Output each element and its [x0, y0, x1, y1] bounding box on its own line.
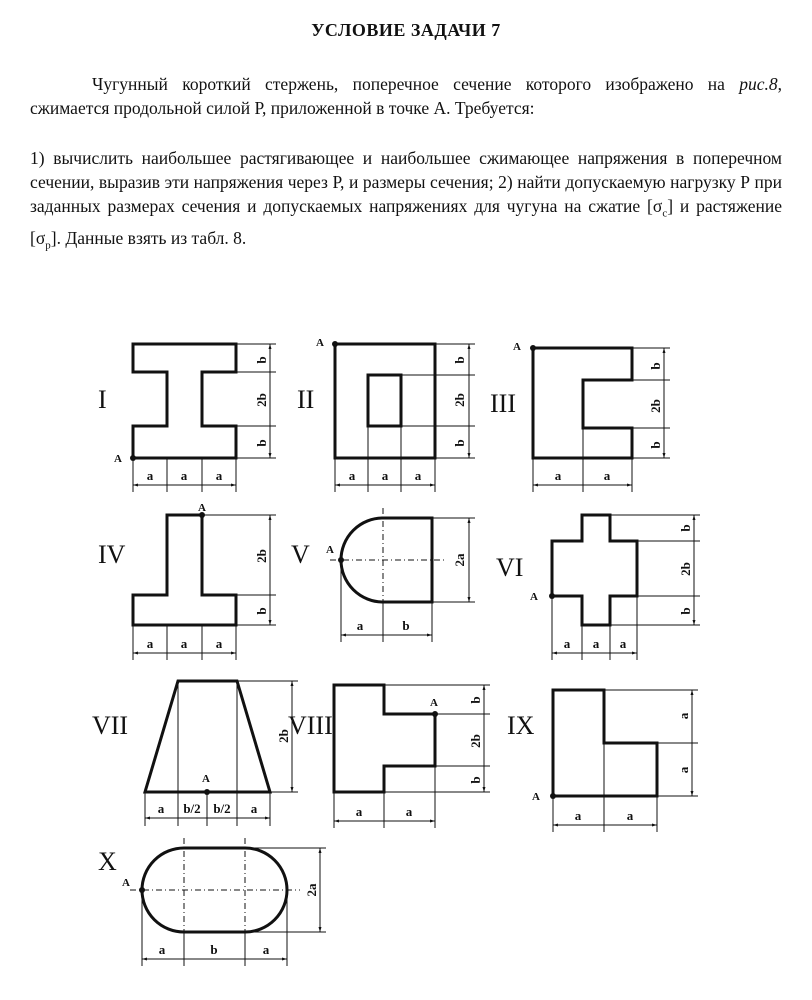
figure-i-dim-b-top: b	[254, 356, 269, 364]
figure-iv-outline	[133, 515, 236, 625]
figure-viii-point-a	[432, 711, 438, 717]
figure-iii	[490, 341, 670, 492]
figure-iv	[98, 502, 276, 660]
figure-vi-dim-a3: a	[619, 636, 627, 651]
figure-ix-dim-a2: a	[626, 808, 634, 823]
figure-i-dim-b-bottom: b	[254, 439, 269, 447]
figure-iii-label: III	[490, 389, 516, 418]
figure-ii-point-a	[332, 341, 338, 347]
figure-vii-dim-2b: 2b	[276, 729, 291, 743]
figure-ii-dim-a2: a	[381, 468, 389, 483]
figure-vii-point-a	[204, 789, 210, 795]
figure-vi	[496, 515, 700, 660]
figure-x-dim-2a: 2a	[304, 883, 319, 897]
figure-ii-dim-2b: 2b	[452, 393, 467, 407]
figure-iii-dim-a1: a	[554, 468, 562, 483]
figure-v-dim-b: b	[402, 618, 410, 633]
figure-x	[98, 838, 326, 966]
figure-viii-dim-2b: 2b	[468, 734, 483, 748]
figure-v-dim-a: a	[356, 618, 364, 633]
figure-i-point-a	[130, 455, 136, 461]
figure-iv-dim-2b: 2b	[254, 549, 269, 563]
figure-vii-dim-half-b-right: b/2	[213, 801, 231, 816]
figure-ii-dim-b-top: b	[452, 356, 467, 364]
intro-text-1: Чугунный короткий стержень, поперечное сечение которого изображено на	[92, 74, 740, 94]
figure-x-dim-b: b	[210, 942, 218, 957]
figure-ix-dim-a-top: a	[676, 712, 691, 720]
figure-x-label: X	[98, 847, 117, 876]
figure-i-dim-a3: a	[215, 468, 223, 483]
req-text-1: 1) вычислить наибольшее растягивающее и наибольшее сжимающее напряжения в поперечном сечении, выразив эти напряжения через Р, и размеры сечения; 2) найти допускаемую нагрузку Р при заданных размерах сечения и допускаемых напряжениях для чугуна на сжатие [σ	[30, 148, 782, 216]
figure-ii-label-a: A	[316, 337, 324, 349]
figure-v-point-a	[338, 557, 344, 563]
figure-iv-dim-a1: a	[146, 636, 154, 651]
figure-iii-dim-a2: a	[603, 468, 611, 483]
figure-i-label-a: A	[114, 453, 122, 465]
figure-vii	[92, 681, 298, 826]
figure-ii-dim-a3: a	[414, 468, 422, 483]
figure-ix-point-a	[550, 793, 556, 799]
figure-i-dim-2b: 2b	[254, 393, 269, 407]
figure-ix-dim-a-bottom: a	[676, 766, 691, 774]
figure-vi-label: VI	[496, 553, 524, 582]
figure-iv-label-a: A	[198, 502, 206, 514]
figure-vi-point-a	[549, 593, 555, 599]
figure-viii-dim-a2: a	[405, 804, 413, 819]
figure-viii-dim-b-bottom: b	[468, 776, 483, 784]
figure-vi-label-a: A	[530, 591, 538, 603]
figure-v-label-a: A	[326, 544, 334, 556]
figure-i-outline	[133, 344, 236, 458]
figure-ii-label: II	[297, 385, 315, 414]
figure-iii-dim-b-top: b	[648, 362, 663, 370]
figure-iii-dim-b-bottom: b	[648, 441, 663, 449]
figure-viii-dim-a1: a	[355, 804, 363, 819]
figure-x-point-a	[139, 887, 145, 893]
figure-ii-hole	[368, 375, 401, 426]
figure-ix-outline	[553, 690, 657, 796]
figure-viii-label-a: A	[430, 697, 438, 709]
figure-iv-label: IV	[98, 540, 126, 569]
figure-ix	[507, 690, 698, 832]
figure-vi-outline	[552, 515, 637, 625]
figure-x-label-a: A	[122, 877, 130, 889]
figure-ii	[297, 337, 475, 492]
figure-v-label: V	[291, 540, 310, 569]
figure-ii-outer	[335, 344, 435, 458]
figure-viii-dim-b-top: b	[468, 696, 483, 704]
figure-vi-dim-2b: 2b	[678, 562, 693, 576]
figure-vii-dim-a-right: a	[250, 801, 258, 816]
figure-iv-dim-a2: a	[180, 636, 188, 651]
page-title: УСЛОВИЕ ЗАДАЧИ 7	[311, 20, 501, 40]
sigma-p-subscript: р	[45, 239, 51, 251]
figure-ii-dim-b-bottom: b	[452, 439, 467, 447]
intro-text-2: , сжимается продольной силой Р, приложенной в точке А. Требуется:	[30, 74, 782, 118]
figure-ix-label-a: A	[532, 791, 540, 803]
figure-iv-dim-a3: a	[215, 636, 223, 651]
figure-iv-dim-b: b	[254, 607, 269, 615]
figure-reference: рис.8	[739, 74, 778, 94]
figure-vi-dim-a2: a	[592, 636, 600, 651]
figure-vii-dim-half-b-left: b/2	[183, 801, 201, 816]
figure-viii-label: VIII	[288, 711, 333, 740]
figure-x-dim-a-left: a	[158, 942, 166, 957]
figure-x-dim-a-right: a	[262, 942, 270, 957]
figure-vi-dim-a1: a	[563, 636, 571, 651]
figure-i-dim-a1: a	[146, 468, 154, 483]
figure-i-label: I	[98, 385, 107, 414]
figure-ii-dim-a1: a	[348, 468, 356, 483]
figure-viii-outline	[334, 685, 435, 792]
figure-vii-label-a: A	[202, 773, 210, 785]
req-text-2: ] и растяжение [σ	[30, 196, 782, 248]
figure-ix-label: IX	[507, 711, 535, 740]
figure-i-dim-a2: a	[180, 468, 188, 483]
sigma-c-subscript: с	[662, 207, 668, 220]
figure-iii-point-a	[530, 345, 536, 351]
figure-i	[98, 344, 276, 492]
figure-iii-label-a: A	[513, 341, 521, 353]
figure-v	[291, 508, 475, 642]
figure-vii-label: VII	[92, 711, 129, 740]
figure-ix-dim-a1: a	[574, 808, 582, 823]
req-text-3: ]. Данные взять из табл. 8.	[50, 227, 247, 248]
figure-iii-dim-2b: 2b	[648, 399, 663, 413]
figure-viii	[288, 685, 490, 828]
figure-vii-dim-a-left: a	[157, 801, 165, 816]
figure-v-dim-2a: 2a	[452, 553, 467, 567]
figure-vi-dim-b-top: b	[678, 524, 693, 532]
figure-vi-dim-b-bottom: b	[678, 607, 693, 615]
